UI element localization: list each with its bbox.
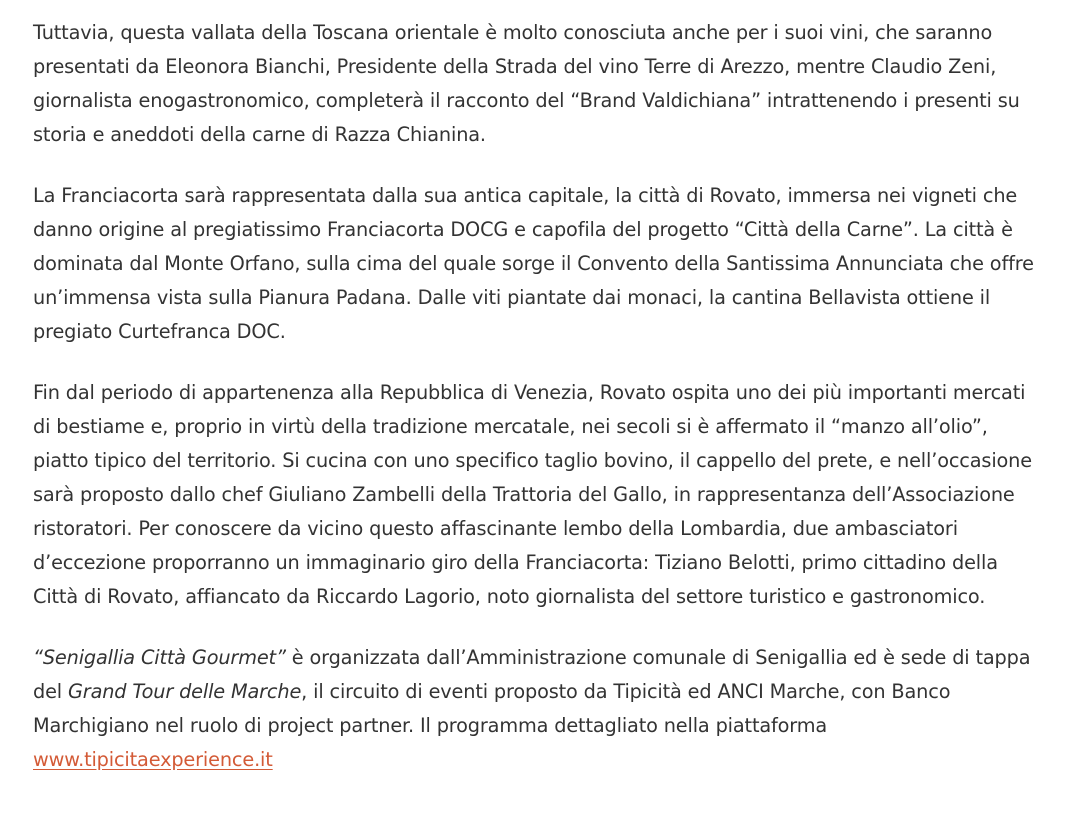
tipicita-link[interactable]: www.tipicitaexperience.it: [33, 748, 273, 771]
paragraph-franciacorta: La Franciacorta sarà rappresentata dalla sua antica capitale, la città di Rovato, immersa nei vigneti che danno origine al pregiatissimo Franciacorta DOCG e capofila del progetto “Città della Carne”. La città è dominata dal Monte Orfano, sulla cima del quale sorge il Convento della Santissima Annunciata che offre un’immensa vista sulla Pianura Padana. Dalle viti piantate dai monaci, la cantina Bellavista ottiene il pregiato Curtefranca DOC.: [33, 184, 1034, 343]
paragraph-rovato: Fin dal periodo di appartenenza alla Repubblica di Venezia, Rovato ospita uno dei più importanti mercati di bestiame e, proprio in virtù della tradizione mercatale, nei secoli si è affermato il “manzo all’olio”, piatto tipico del territorio. Si cucina con uno specifico taglio bovino, il cappello del prete, e nell’occasione sarà proposto dallo chef Giuliano Zambelli della Trattoria del Gallo, in rappresentanza dell’Associazione ristoratori. Per conoscere da vicino questo affascinante lembo della Lombardia, due ambasciatori d’eccezione proporranno un immaginario giro della Franciacorta: Tiziano Belotti, primo cittadino della Città di Rovato, affiancato da Riccardo Lagorio, noto giornalista del settore turistico e gastronomico.: [33, 381, 1032, 608]
grand-tour-name: Grand Tour delle Marche: [68, 680, 302, 703]
paragraph-text: , il circuito di eventi proposto da Tipicità ed ANCI Marche, con Banco Marchigiano nel ruolo di project partner. Il programma dettagliato nella piattaforma: [33, 680, 951, 737]
paragraph-valdichiana: Tuttavia, questa vallata della Toscana orientale è molto conosciuta anche per i suoi vini, che saranno presentati da Eleonora Bianchi, Presidente della Strada del vino Terre di Arezzo, mentre Claudio Zeni, giornalista enogastronomico, completerà il racconto del “Brand Valdichiana” intrattenendo i presenti su storia e aneddoti della carne di Razza Chianina.: [33, 21, 1020, 146]
paragraph-senigallia: [33, 641, 1046, 777]
paragraph-text: è organizzata dall’Amministrazione comunale di Senigallia ed è sede di tappa del: [33, 646, 1031, 703]
event-title: “Senigallia Città Gourmet”: [33, 646, 286, 669]
